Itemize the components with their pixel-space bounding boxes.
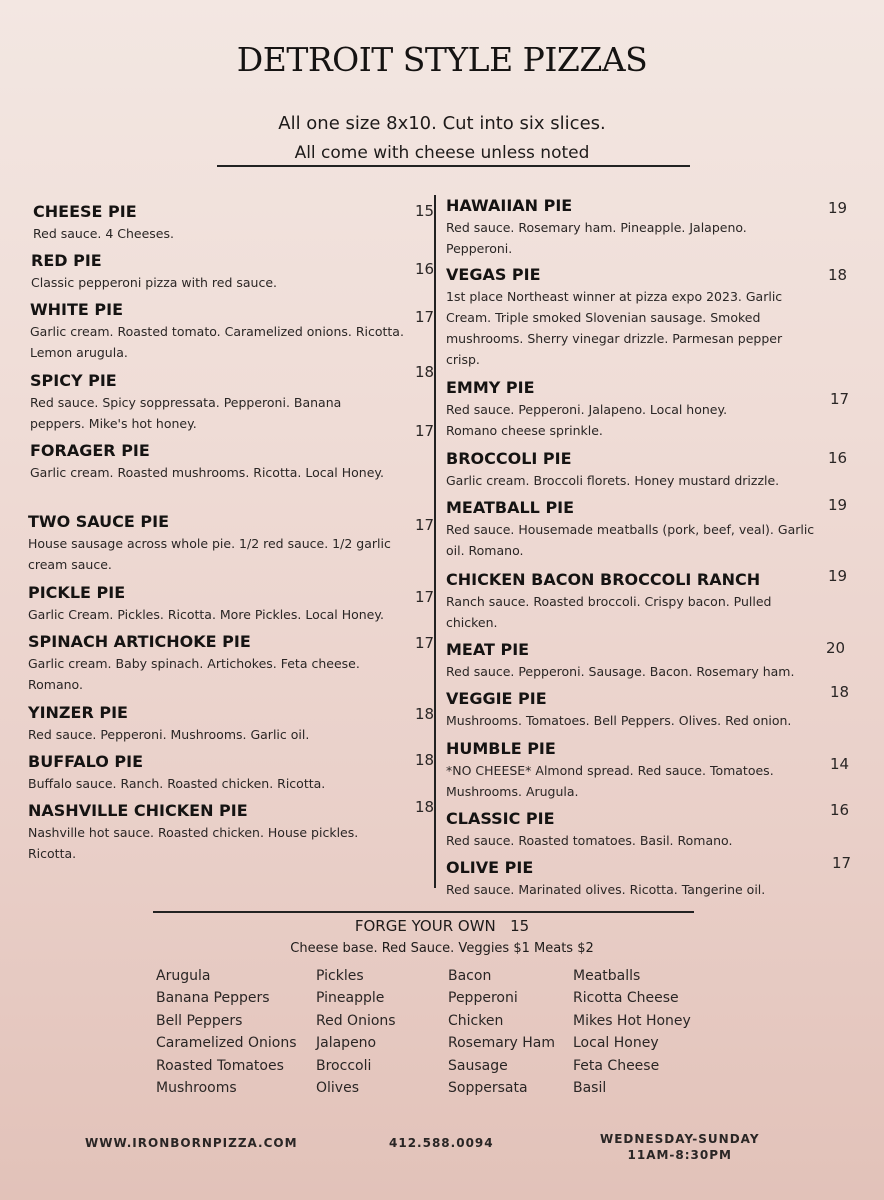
forge-heading-label: FORGE YOUR OWN <box>354 917 496 935</box>
topping-item: Mushrooms <box>156 1080 237 1097</box>
opening-days: WEDNESDAY-SUNDAY <box>600 1132 760 1146</box>
menu-item-description: Red sauce. Pepperoni. Mushrooms. Garlic oil. <box>28 727 310 742</box>
menu-item-description: Red sauce. 4 Cheeses. <box>33 226 174 241</box>
menu-item-price: 19 <box>828 567 848 585</box>
menu-item-price: 17 <box>832 854 852 872</box>
menu-item-description: Red sauce. Roasted tomatoes. Basil. Romano. <box>446 833 733 848</box>
menu-item-price: 17 <box>415 516 435 534</box>
menu-item-name: WHITE PIE <box>30 300 124 319</box>
menu-item-price: 18 <box>830 683 850 701</box>
topping-item: Bell Peppers <box>156 1012 243 1029</box>
menu-item-description: Garlic cream. Broccoli florets. Honey mustard drizzle. <box>446 473 780 488</box>
menu-item-price: 17 <box>415 308 435 326</box>
topping-item: Roasted Tomatoes <box>156 1057 284 1074</box>
menu-item-name: SPICY PIE <box>30 371 117 390</box>
topping-item: Caramelized Onions <box>156 1035 297 1052</box>
menu-item-price: 18 <box>415 798 435 816</box>
topping-item: Banana Peppers <box>156 990 270 1007</box>
topping-item: Basil <box>573 1080 607 1097</box>
topping-item: Pepperoni <box>448 990 518 1007</box>
menu-item-description: Red sauce. Pepperoni. Jalapeno. Local honey. Romano cheese sprinkle. <box>446 402 728 438</box>
menu-item-name: YINZER PIE <box>28 703 128 722</box>
topping-item: Pickles <box>316 968 364 984</box>
menu-item-price: 17 <box>415 634 435 652</box>
phone-number: 412.588.0094 <box>389 1136 494 1150</box>
topping-item: Ricotta Cheese <box>573 990 679 1007</box>
menu-item-price: 18 <box>415 751 435 769</box>
topping-item: Rosemary Ham <box>448 1035 556 1052</box>
menu-item-name: PICKLE PIE <box>28 583 126 602</box>
menu-item-price: 17 <box>830 390 850 408</box>
topping-item: Feta Cheese <box>573 1057 660 1074</box>
menu-item-name: BUFFALO PIE <box>28 752 143 771</box>
toppings-column-meats <box>448 965 555 1099</box>
topping-item: Olives <box>316 1080 359 1097</box>
menu-item-name: EMMY PIE <box>446 378 535 397</box>
topping-item: Broccoli <box>316 1057 372 1074</box>
menu-item-name: CHICKEN BACON BROCCOLI RANCH <box>446 570 761 589</box>
menu-item-price: 14 <box>830 755 850 773</box>
menu-item-description: Red sauce. Spicy soppressata. Pepperoni. Banana peppers. Mike's hot honey. <box>30 395 342 431</box>
topping-item: Mikes Hot Honey <box>573 1012 691 1029</box>
menu-item-price: 15 <box>415 202 435 220</box>
toppings-column-extras <box>573 965 691 1099</box>
menu-item-name: HAWAIIAN PIE <box>446 196 573 215</box>
menu-item-description: Buffalo sauce. Ranch. Roasted chicken. Ricotta. <box>28 776 326 791</box>
menu-item-description: Ranch sauce. Roasted broccoli. Crispy bacon. Pulled chicken. <box>446 594 772 630</box>
topping-item: Chicken <box>448 1012 504 1029</box>
menu-item-name: RED PIE <box>31 251 102 270</box>
menu-item-name: FORAGER PIE <box>30 441 150 460</box>
menu-item-description: Garlic cream. Roasted mushrooms. Ricotta. Local Honey. <box>30 465 384 480</box>
forge-price: 15 <box>510 917 530 935</box>
menu-item-description: Nashville hot sauce. Roasted chicken. House pickles. Ricotta. <box>28 825 359 861</box>
topping-item: Red Onions <box>316 1012 396 1029</box>
menu-item-description: Garlic Cream. Pickles. Ricotta. More Pickles. Local Honey. <box>28 607 384 622</box>
menu-item-price: 18 <box>415 705 435 723</box>
menu-item-price: 18 <box>415 363 435 381</box>
topping-item: Sausage <box>448 1057 508 1074</box>
menu-item-description: Red sauce. Rosemary ham. Pineapple. Jalapeno. Pepperoni. <box>446 220 747 256</box>
menu-item-price: 18 <box>828 266 848 284</box>
menu-item-name: BROCCOLI PIE <box>446 449 572 468</box>
menu-subtitle-cheese: All come with cheese unless noted <box>294 143 590 163</box>
bottom-divider <box>153 911 694 913</box>
menu-item-price: 16 <box>828 449 848 467</box>
top-divider <box>217 165 690 167</box>
menu-item-price: 16 <box>830 801 850 819</box>
menu-item-description: Red sauce. Marinated olives. Ricotta. Tangerine oil. <box>446 882 766 897</box>
topping-item: Jalapeno <box>316 1035 377 1052</box>
menu-item-name: HUMBLE PIE <box>446 739 556 758</box>
menu-subtitle-size: All one size 8x10. Cut into six slices. <box>278 113 606 134</box>
menu-item-price: 16 <box>415 260 435 278</box>
menu-item-description: Garlic cream. Roasted tomato. Caramelized onions. Ricotta. Lemon arugula. <box>30 324 404 360</box>
menu-item-name: CHEESE PIE <box>33 202 137 221</box>
menu-item-price: 17 <box>415 422 435 440</box>
website-url: WWW.IRONBORNPIZZA.COM <box>85 1136 298 1150</box>
column-divider <box>434 195 436 888</box>
toppings-column-veggies-2 <box>316 965 396 1099</box>
menu-item-description: Mushrooms. Tomatoes. Bell Peppers. Olives. Red onion. <box>446 713 792 728</box>
menu-item-name: VEGGIE PIE <box>446 689 547 708</box>
menu-item-description: Garlic cream. Baby spinach. Artichokes. Feta cheese. Romano. <box>28 656 360 692</box>
menu-item-description: House sausage across whole pie. 1/2 red sauce. 1/2 garlic cream sauce. <box>28 536 391 572</box>
menu-item-description: Red sauce. Housemade meatballs (pork, beef, veal). Garlic oil. Romano. <box>446 522 815 558</box>
menu-item-name: VEGAS PIE <box>446 265 541 284</box>
menu-item-description: *NO CHEESE* Almond spread. Red sauce. Tomatoes. Mushrooms. Arugula. <box>446 763 774 799</box>
opening-times: 11AM-8:30PM <box>627 1148 732 1162</box>
menu-item-name: TWO SAUCE PIE <box>28 512 169 531</box>
menu-item-name: CLASSIC PIE <box>446 809 555 828</box>
menu-item-name: NASHVILLE CHICKEN PIE <box>28 801 248 820</box>
topping-item: Arugula <box>156 968 211 984</box>
menu-item-name: MEAT PIE <box>446 640 530 659</box>
topping-item: Meatballs <box>573 968 641 984</box>
forge-your-own-heading <box>0 917 884 935</box>
topping-item: Bacon <box>448 968 492 984</box>
topping-item: Soppersata <box>448 1080 528 1097</box>
menu-item-description: Red sauce. Pepperoni. Sausage. Bacon. Rosemary ham. <box>446 664 795 679</box>
menu-item-description: 1st place Northeast winner at pizza expo 2023. Garlic Cream. Triple smoked Slovenian sausage. Smoked mushrooms. Sherry vinegar drizzle. Parmesan pepper crisp. <box>446 289 783 367</box>
opening-hours <box>600 1131 760 1163</box>
menu-item-price: 20 <box>826 639 846 657</box>
menu-item-name: MEATBALL PIE <box>446 498 575 517</box>
topping-item: Local Honey <box>573 1035 659 1052</box>
topping-item: Pineapple <box>316 990 385 1007</box>
toppings-column-veggies-1 <box>156 965 297 1099</box>
menu-item-description: Classic pepperoni pizza with red sauce. <box>31 275 278 290</box>
forge-subheading: Cheese base. Red Sauce. Veggies $1 Meats $2 <box>290 941 594 956</box>
menu-item-name: OLIVE PIE <box>446 858 534 877</box>
menu-item-price: 17 <box>415 588 435 606</box>
menu-item-name: SPINACH ARTICHOKE PIE <box>28 632 251 651</box>
page-title: DETROIT STYLE PIZZAS <box>236 40 648 79</box>
menu-item-price: 19 <box>828 496 848 514</box>
menu-item-price: 19 <box>828 199 848 217</box>
